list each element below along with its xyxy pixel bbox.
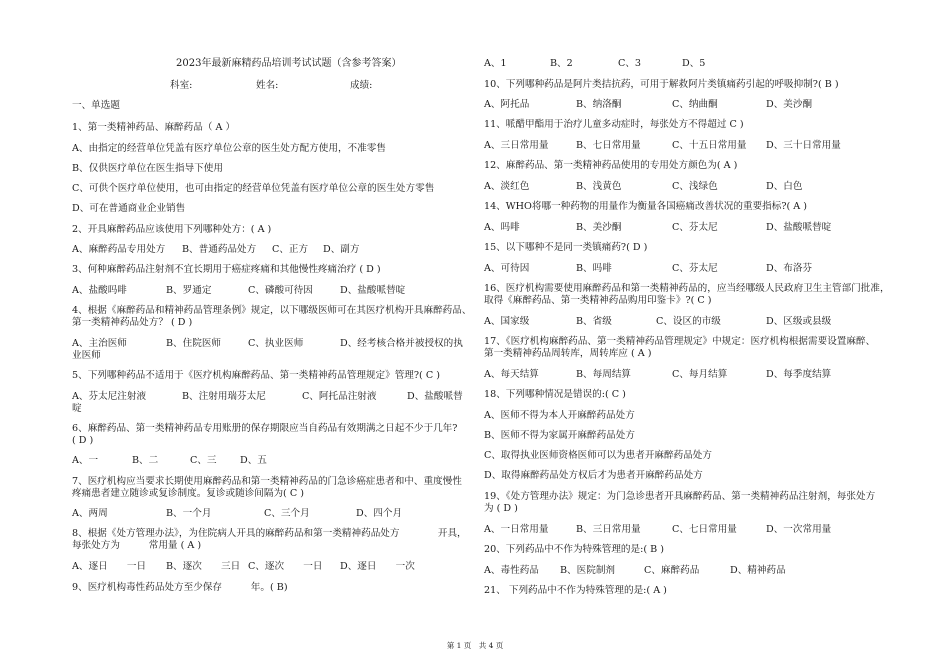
question-16-line1: 16、医疗机构需要使用麻醉药品和第一类精神药品的，应当经哪级人民政府卫生主管部门批准，: [484, 283, 890, 294]
option-18a: A、医师不得为本人开麻醉药品处方: [484, 410, 635, 421]
option-2c: C、正方: [272, 244, 309, 255]
option-19a: A、一日常用量: [484, 524, 549, 535]
question-8-line1: 8、根据《处方管理办法》，为住院病人开具的麻醉药品和第一类精神药品处方 开具，: [72, 528, 467, 539]
dept-label: 科室:: [170, 80, 193, 91]
option-14c: C、芬太尼: [672, 222, 718, 233]
option-17a: A、每天结算: [484, 369, 539, 380]
option-16b: B、省级: [576, 316, 612, 327]
name-label: 姓名:: [256, 80, 279, 91]
option-16d: D、区级或县级: [766, 316, 832, 327]
option-11c: C、十五日常用量: [672, 140, 747, 151]
option-9c: C、3: [618, 58, 642, 69]
question-6-line1: 6、麻醉药品、第一类精神药品专用账册的保存期限应当自药品有效期满之日起不少于几年?: [72, 423, 458, 434]
option-3c: C、磷酸可待因: [248, 285, 313, 296]
option-1b: B、仅供医疗单位在医生指导下使用: [72, 163, 223, 174]
option-15b: B、吗啡: [576, 263, 612, 274]
option-9b: B、2: [550, 58, 573, 69]
option-15c: C、芬太尼: [672, 263, 718, 274]
option-12a: A、淡红色: [484, 181, 530, 192]
option-16c: C、设区的市级: [656, 316, 721, 327]
question-6-line2: ( D ): [72, 435, 94, 446]
option-20d: D、精神药品: [730, 565, 786, 576]
option-10a: A、阿托品: [484, 99, 530, 110]
option-12b: B、浅黄色: [576, 181, 622, 192]
option-14b: B、美沙酮: [576, 222, 622, 233]
option-4c: C、执业医师: [248, 338, 304, 349]
question-16-line2: 取得《麻醉药品、第一类精神药品购用印鉴卡》?( C ): [484, 295, 712, 306]
option-7c: C、三个月: [264, 508, 310, 519]
option-17b: B、每周结算: [576, 369, 632, 380]
question-7-line2: 疼痛患者建立随诊或复诊制度。复诊或随诊间隔为( C ): [72, 488, 304, 499]
question-9: 9、医疗机构毒性药品处方至少保存 年。( B): [72, 582, 288, 593]
option-20c: C、麻醉药品: [644, 565, 700, 576]
option-6c: C、三: [190, 455, 217, 466]
page-title: 2023年最新麻精药品培训考试试题（含参考答案）: [176, 58, 402, 69]
option-1d: D、可在普通商业企业销售: [72, 203, 186, 214]
option-3d: D、盐酸哌替啶: [340, 285, 406, 296]
question-18: 18、下列哪种情况是错误的:( C ): [484, 389, 626, 400]
option-7d: D、四个月: [356, 508, 403, 519]
option-5c: C、阿托品注射液: [302, 391, 377, 402]
option-6a: A、一: [72, 455, 99, 466]
option-9d: D、5: [682, 58, 706, 69]
option-4d: D、经考核合格并被授权的执: [340, 338, 463, 349]
option-11d: D、三十日常用量: [766, 140, 841, 151]
option-10b: B、纳洛酮: [576, 99, 622, 110]
option-19c: C、七日常用量: [672, 524, 737, 535]
question-17-line2: 第一类精神药品周转库，周转库应 ( A ): [484, 348, 652, 359]
option-8d: D、逐日 一次: [340, 561, 415, 572]
option-5b: B、注射用瑞芬太尼: [182, 391, 266, 402]
option-11a: A、三日常用量: [484, 140, 549, 151]
question-2: 2、开具麻醉药品应该使用下列哪种处方：( A ): [72, 224, 272, 235]
option-2b: B、普通药品处方: [182, 244, 257, 255]
question-21: 21、 下列药品中不作为特殊管理的是:( A ): [484, 585, 667, 596]
option-2d: D、副方: [323, 244, 360, 255]
section-heading: 一、单选题: [72, 100, 120, 111]
option-11b: B、七日常用量: [576, 140, 641, 151]
option-18b: B、医师不得为家属开麻醉药品处方: [484, 430, 635, 441]
question-4-line2: 第一类精神药品处方？ ( D ): [72, 317, 193, 328]
option-5d: D、盐酸哌替: [407, 391, 463, 402]
option-5a: A、芬太尼注射液: [72, 391, 147, 402]
page-footer: 第 1 页 共 4 页: [446, 641, 504, 650]
question-14: 14、WHO将哪一种药物的用量作为衡量各国癌痛改善状况的重要指标?( A ): [484, 201, 807, 212]
option-4a: A、主治医师: [72, 338, 127, 349]
option-8b: B、逐次 三日: [166, 561, 241, 572]
question-4-line1: 4、根据《麻醉药品和精神药品管理条例》规定，以下哪级医师可在其医疗机构开具麻醉药品、: [72, 305, 472, 316]
option-6d: D、五: [240, 455, 267, 466]
option-3b: B、罗通定: [166, 285, 212, 296]
question-10: 10、下列哪种药品是阿片类拮抗药，可用于解救阿片类镇痛药引起的呼吸抑制?( B ): [484, 79, 839, 90]
option-9a: A、1: [484, 58, 507, 69]
option-7b: B、一个月: [166, 508, 212, 519]
question-19-line1: 19、《处方管理办法》规定：为门急诊患者开具麻醉药品、第一类精神药品注射剂，每张处方: [484, 491, 876, 502]
option-15a: A、可待因: [484, 263, 530, 274]
question-17-line1: 17、《医疗机构麻醉药品、第一类精神药品管理规定》中规定：医疗机构根据需要设置麻醉、: [484, 336, 876, 347]
question-11: 11、哌醋甲酯用于治疗儿童多动症时，每张处方不得超过 C ): [484, 119, 744, 130]
option-4d-cont: 业医师: [72, 350, 101, 361]
question-12: 12、麻醉药品、第一类精神药品使用的专用处方颜色为( A ): [484, 160, 738, 171]
option-5d-cont: 啶: [72, 403, 82, 414]
option-19b: B、三日常用量: [576, 524, 641, 535]
option-15d: D、布洛芬: [766, 263, 813, 274]
question-5: 5、下列哪种药品不适用于《医疗机构麻醉药品、第一类精神药品管理规定》管理?( C ): [72, 370, 440, 381]
option-10c: C、纳曲酮: [672, 99, 718, 110]
option-2a: A、麻醉药品专用处方: [72, 244, 166, 255]
option-20b: B、医院制剂: [560, 565, 616, 576]
option-16a: A、国家级: [484, 316, 530, 327]
question-8-line2: 每张处方为 常用量 ( A ): [72, 540, 202, 551]
option-17c: C、每月结算: [672, 369, 728, 380]
option-14a: A、吗啡: [484, 222, 520, 233]
score-label: 成绩:: [350, 80, 373, 91]
question-15: 15、以下哪种不是同一类镇痛药?( D ): [484, 242, 648, 253]
question-3: 3、何种麻醉药品注射剂不宜长期用于癌症疼痛和其他慢性疼痛治疗 ( D ): [72, 264, 381, 275]
question-20: 20、下列药品中不作为特殊管理的是:( B ): [484, 544, 664, 555]
option-20a: A、毒性药品: [484, 565, 539, 576]
option-1c: C、可供个医疗单位使用，也可由指定的经营单位凭盖有医疗单位公章的医生处方零售: [72, 183, 435, 194]
option-17d: D、每季度结算: [766, 369, 832, 380]
option-3a: A、盐酸吗啡: [72, 285, 127, 296]
option-18d: D、取得麻醉药品处方权后才为患者开麻醉药品处方: [484, 470, 703, 481]
option-12c: C、浅绿色: [672, 181, 718, 192]
question-1: 1、第一类精神药品、麻醉药品（ A ）: [72, 122, 236, 133]
option-4b: B、住院医师: [166, 338, 222, 349]
option-18c: C、取得执业医师资格医师可以为患者开麻醉药品处方: [484, 450, 712, 461]
option-8a: A、逐日 一日: [72, 561, 147, 572]
option-7a: A、两周: [72, 508, 108, 519]
option-6b: B、二: [132, 455, 159, 466]
question-7-line1: 7、医疗机构应当要求长期使用麻醉药品和第一类精神药品的门急诊癌症患者和中、重度慢性: [72, 476, 462, 487]
question-19-line2: 为 ( D ): [484, 503, 518, 514]
option-8c: C、逐次 一日: [248, 561, 323, 572]
option-1a: A、由指定的经营单位凭盖有医疗单位公章的医生处方配方使用，不准零售: [72, 143, 386, 154]
option-12d: D、白色: [766, 181, 803, 192]
option-10d: D、美沙酮: [766, 99, 813, 110]
option-14d: D、盐酸哌替啶: [766, 222, 832, 233]
option-19d: D、一次常用量: [766, 524, 832, 535]
